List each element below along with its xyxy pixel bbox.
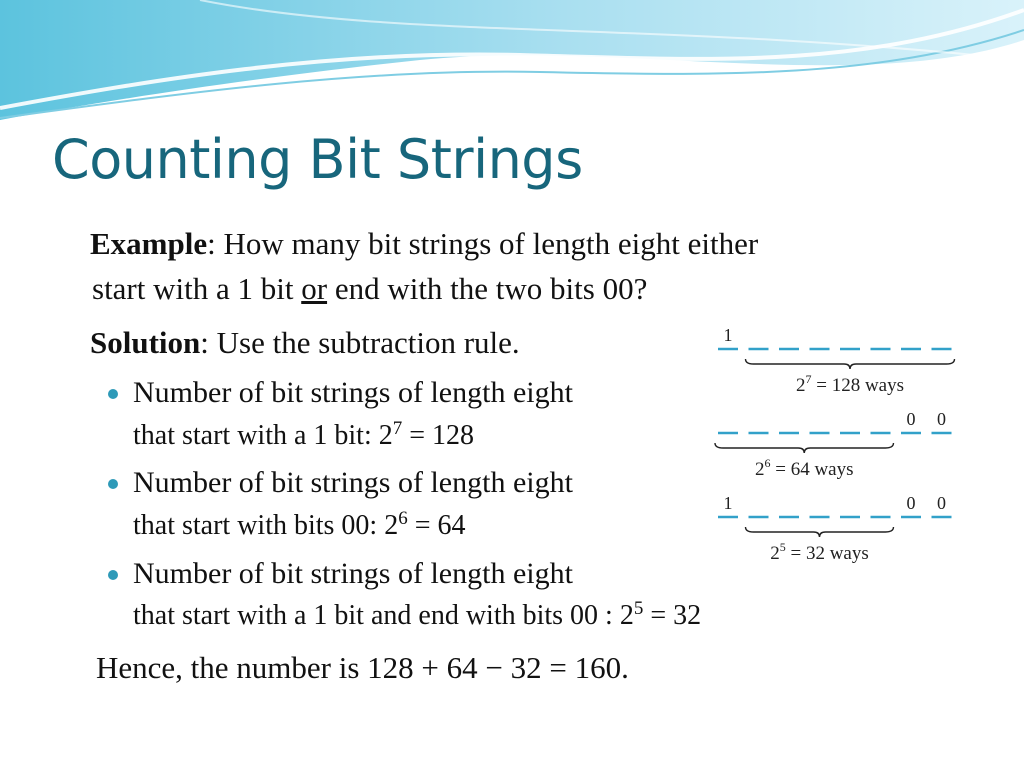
brace: [746, 527, 894, 537]
bullet-3-line-1: Number of bit strings of length eight: [133, 557, 573, 590]
diagram-row: [718, 493, 952, 564]
bullet-1-line-1: Number of bit strings of length eight: [133, 376, 573, 409]
example-question-part-3: end with the two bits 00?: [327, 271, 648, 306]
bullet-1-result: = 128: [402, 420, 475, 451]
bullet-2-line-2: [133, 508, 466, 544]
brace-label: $2^6 = 64$ ways: [754, 456, 854, 480]
slide-title: Counting Bit Strings: [52, 128, 583, 191]
bullet-3-line-2: [133, 598, 701, 634]
bullet-1-exponent: 7: [392, 418, 403, 439]
solution-text: : Use the subtraction rule.: [200, 325, 520, 360]
bullet-marker: [108, 389, 118, 399]
brace-label: $2^7 = 128$ ways: [795, 372, 905, 396]
example-line-2: [92, 271, 647, 307]
bit-slot-label: 0: [906, 409, 916, 429]
bit-string-diagram: [712, 322, 958, 574]
bit-slot-label: 1: [723, 325, 733, 345]
conclusion-text: Hence, the number is 128 + 64 − 32 = 160.: [96, 650, 629, 685]
bullet-marker: [108, 479, 118, 489]
diagram-row: [715, 409, 952, 480]
example-label: Example: [90, 226, 208, 261]
solution-label: Solution: [90, 325, 201, 360]
bullet-marker: [108, 570, 118, 580]
bullet-2-text: that start with bits 00: 2: [133, 510, 399, 541]
example-or-word: or: [301, 271, 328, 306]
bit-slot-label: 0: [937, 493, 946, 513]
bullet-3-result: = 32: [643, 600, 702, 631]
bullet-2-line-1: Number of bit strings of length eight: [133, 466, 573, 499]
bit-slot-label: 0: [906, 493, 916, 513]
bullet-3-text: that start with a 1 bit and end with bits 00 : 2: [133, 600, 634, 631]
example-question-part-1: : How many bit strings of length eight either: [207, 226, 759, 261]
example-line-1: [90, 226, 758, 262]
bit-slot-label: 0: [937, 409, 946, 429]
bullet-1-line-2: [133, 418, 474, 454]
diagram-row: [718, 325, 955, 396]
example-question-part-2: start with a 1 bit: [92, 271, 302, 306]
solution-line: [90, 325, 520, 361]
bullet-2-exponent: 6: [398, 508, 408, 529]
header-wave-decoration: [0, 0, 1024, 130]
bullet-2-result: = 64: [407, 510, 466, 541]
bullet-3-exponent: 5: [633, 598, 644, 619]
brace-label: $2^5 = 32$ ways: [770, 540, 869, 564]
bit-slot-label: 1: [723, 493, 733, 513]
brace: [746, 359, 955, 369]
brace: [715, 443, 894, 453]
bullet-1-text: that start with a 1 bit: 2: [133, 420, 393, 451]
